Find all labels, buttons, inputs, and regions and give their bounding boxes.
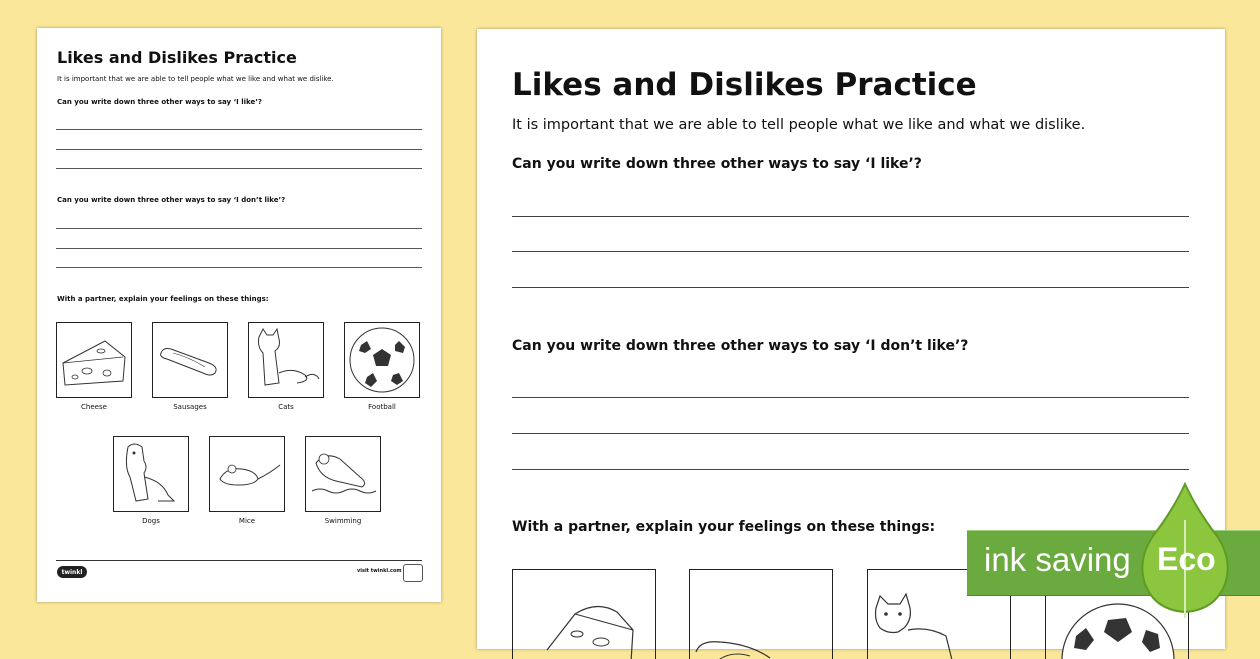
cat-icon — [249, 323, 323, 397]
writing-line — [56, 248, 422, 249]
cheese-icon — [513, 570, 656, 659]
footer-divider — [56, 560, 422, 561]
page-title: Likes and Dislikes Practice — [512, 67, 977, 103]
thumbnail-page[interactable] — [37, 28, 441, 602]
cats-picture — [248, 322, 324, 398]
mouse-icon — [210, 437, 284, 511]
swimmer-icon — [306, 437, 380, 511]
sausages-picture-large — [689, 569, 833, 659]
caption-cheese: Cheese — [81, 403, 107, 411]
twinkl-logo: twinkl — [57, 566, 87, 578]
visit-link[interactable]: visit twinkl.com — [357, 568, 402, 574]
caption-sausages: Sausages — [173, 403, 207, 411]
writing-line — [512, 433, 1189, 434]
caption-football: Football — [368, 403, 396, 411]
caption-swimming: Swimming — [324, 517, 362, 525]
writing-line — [512, 469, 1189, 470]
question-dislike: Can you write down three other ways to say ‘I don’t like’? — [512, 338, 969, 354]
writing-line — [56, 168, 422, 169]
writing-line — [512, 251, 1189, 252]
caption-cats: Cats — [278, 403, 294, 411]
mice-picture — [209, 436, 285, 512]
writing-line — [56, 129, 422, 130]
cheese-picture-large — [512, 569, 656, 659]
writing-line — [512, 287, 1189, 288]
writing-line — [512, 397, 1189, 398]
writing-line — [56, 228, 422, 229]
thumbnail-partner-prompt: With a partner, explain your feelings on these things: — [57, 295, 269, 303]
sausages-icon — [153, 323, 227, 397]
thumbnail-title: Likes and Dislikes Practice — [57, 48, 297, 67]
dog-icon — [114, 437, 188, 511]
thumbnail-question-dislike: Can you write down three other ways to say ‘I don’t like’? — [57, 196, 286, 204]
ink-saving-label: ink saving — [984, 541, 1131, 578]
cheese-picture — [56, 322, 132, 398]
football-icon — [345, 323, 419, 397]
caption-mice: Mice — [238, 517, 256, 525]
sausages-icon — [690, 570, 833, 659]
quality-badge-icon — [403, 564, 423, 582]
eco-label: Eco — [1157, 541, 1216, 577]
writing-line — [56, 149, 422, 150]
writing-line — [512, 216, 1189, 217]
football-picture — [344, 322, 420, 398]
caption-dogs: Dogs — [142, 517, 160, 525]
intro-text: It is important that we are able to tell people what we like and what we dislike. — [512, 117, 1086, 133]
partner-prompt: With a partner, explain your feelings on these things: — [512, 519, 936, 535]
dogs-picture — [113, 436, 189, 512]
swimming-picture — [305, 436, 381, 512]
thumbnail-question-like: Can you write down three other ways to say ‘I like’? — [57, 98, 262, 106]
sausages-picture — [152, 322, 228, 398]
cheese-icon — [57, 323, 131, 397]
writing-line — [56, 267, 422, 268]
thumbnail-intro: It is important that we are able to tell people what we like and what we dislike. — [57, 75, 334, 83]
question-like: Can you write down three other ways to say ‘I like’? — [512, 156, 922, 172]
